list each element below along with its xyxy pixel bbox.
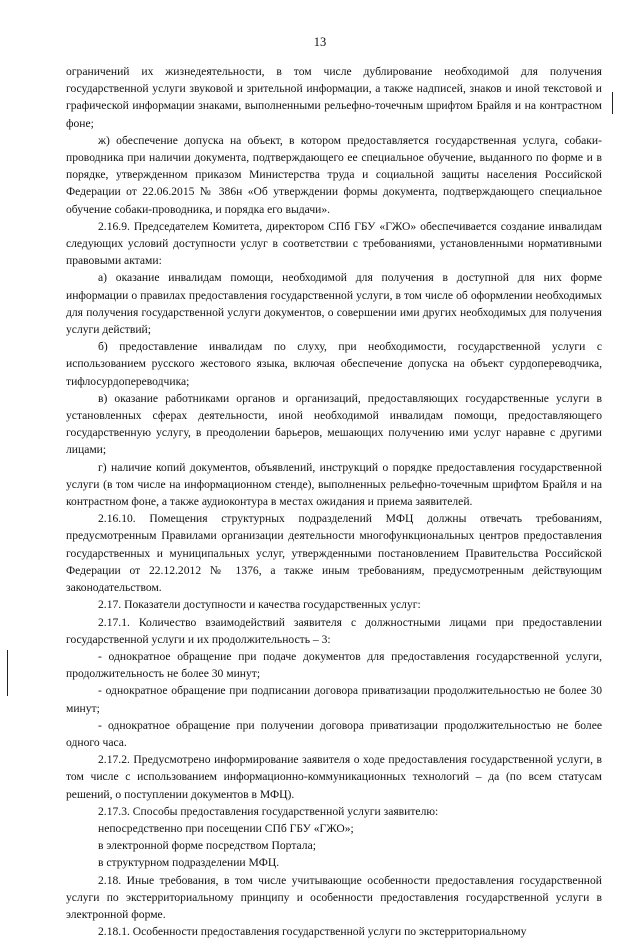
paragraph: б) предоставление инвалидам по слуху, при необходимости, государственной услуги с использованием русского жестового языка, включая обеспечение допуска на объект сурдопереводчика, тифлосурдопереводчика; (66, 340, 602, 388)
paragraph: ж) обеспечение допуска на объект, в котором предоставляется государственная услуга, собаки-проводника при наличии документа, подтверждающего ее специальное обучение, выданного по форме и в порядке, утвержденном приказом Министерства труда и социальной защиты населения Российской Федерации от 22.06.2015 № 386н «Об утверждении формы документа, подтверждающего специальное обучение собаки-проводника, и порядка его выдачи». (66, 133, 602, 216)
paragraph: 2.18. Иные требования, в том числе учитывающие особенности предоставления государственной услуги по экстерриториальному принципу и особенности предоставления государственной услуги в электронной форме. (66, 873, 602, 921)
paragraph: 2.17.2. Предусмотрено информирование заявителя о ходе предоставления государственной услуги, в том числе с использованием информационно-коммуникационных технологий – да (по всем статусам решений, о поступлении документов в МФЦ). (66, 753, 602, 801)
paragraph: - однократное обращение при подаче документов для предоставления государственной услуги, продолжительность не более 30 минут; (66, 649, 602, 681)
paragraph: 2.17.3. Способы предоставления государственной услуги заявителю: (98, 804, 439, 818)
document-body (66, 63, 602, 940)
paragraph: 2.17.1. Количество взаимодействий заявителя с должностными лицами при предоставлении государственной услуги и их продолжительность – 3: (66, 615, 602, 646)
paragraph: в структурном подразделении МФЦ. (98, 856, 280, 870)
paragraph: - однократное обращение при получении договора приватизации продолжительностью не более одного часа. (66, 718, 602, 749)
paragraph: 2.16.10. Помещения структурных подразделений МФЦ должны отвечать требованиям, предусмотренным Правилами организации деятельности многофункциональных центров предоставления государственных и муниципальных услуг, утвержденными постановлением Правительства Российской Федерации от 22.12.2012 № 1376, а также иным требованиям, предусмотренным действующим законодательством. (66, 512, 602, 595)
paragraph: г) наличие копий документов, объявлений, инструкций о порядке предоставления государственной услуги (в том числе на информационном стенде), выполненных рельефно-точечным шрифтом Брайля и на контрастном фоне, а также аудиоконтура в местах ожидания и приема заявителей. (66, 460, 602, 509)
paragraph: в электронной форме посредством Портала; (98, 839, 316, 853)
paragraph: в) оказание работниками органов и организаций, предоставляющих государственные услуги в установленных сферах деятельности, иной необходимой инвалидам помощи, предоставляющего государственную услугу, в преодолении барьеров, мешающих получению ими услуг наравне с другими лицами; (66, 391, 602, 457)
paragraph: 2.17. Показатели доступности и качества государственных услуг: (98, 598, 421, 612)
paragraph: - однократное обращение при подписании договора приватизации продолжительностью не более 30 минут; (66, 684, 602, 715)
paragraph: 2.18.1. Особенности предоставления государственной услуги по экстерриториальному (98, 925, 527, 939)
paragraph: непосредственно при посещении СПб ГБУ «ГЖО»; (98, 821, 354, 835)
page-number: 13 (313, 35, 327, 49)
paragraph: ограничений их жизнедеятельности, в том числе дублирование необходимой для получения государственной услуги звуковой и зрительной информации, а также надписей, знаков и иной текстовой и графической информации знаками, выполненными рельефно-точечным шрифтом Брайля и на контрастном фоне; (66, 65, 602, 130)
paragraph: а) оказание инвалидам помощи, необходимой для получения в доступной для них форме информации о правилах предоставления государственной услуги, в том числе об оформлении необходимых для получения государственной услуги документов, о совершении ими других необходимых для получения услуги действий; (66, 271, 602, 337)
margin-mark-bottom (7, 650, 8, 696)
margin-mark-top (612, 92, 613, 114)
paragraph: 2.16.9. Председателем Комитета, директором СПб ГБУ «ГЖО» обеспечивается создание инвалидам следующих условий доступности услуг в соответствии с требованиями, установленными нормативными правовыми актами: (66, 219, 602, 268)
